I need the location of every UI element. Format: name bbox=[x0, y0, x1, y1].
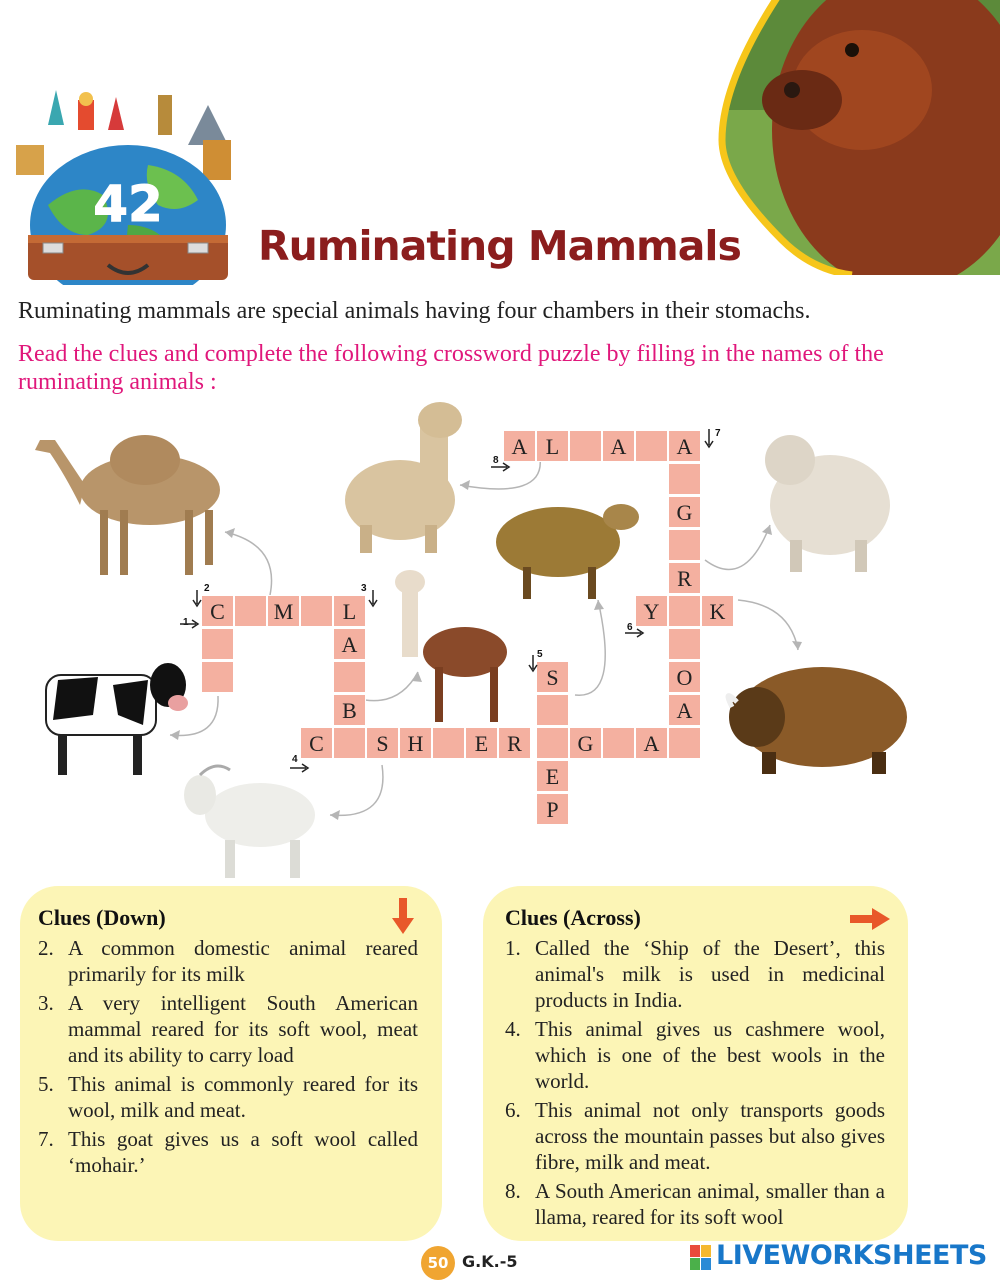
instruction-text: Read the clues and complete the following crossword puzzle by filling in the names of the ruminating animals : bbox=[18, 341, 884, 395]
cell-5-5[interactable]: P bbox=[536, 793, 569, 825]
clue-down-item bbox=[38, 1126, 418, 1178]
cell-4-2[interactable] bbox=[333, 727, 366, 759]
cell-5-2[interactable] bbox=[536, 694, 569, 726]
cell-1-3[interactable]: M bbox=[267, 595, 300, 627]
cell-8-4[interactable]: A bbox=[602, 430, 635, 462]
cell-4-7[interactable]: R bbox=[498, 727, 531, 759]
cell-8-2[interactable]: L bbox=[536, 430, 569, 462]
clue-across-number: 6. bbox=[505, 1098, 521, 1122]
clue-across-text: Called the ‘Ship of the Desert’, this animal's milk is used in medicinal products in India. bbox=[535, 936, 885, 1012]
cell-4-3[interactable]: S bbox=[366, 727, 399, 759]
right-arrow-icon bbox=[850, 908, 890, 930]
cell-7-5[interactable]: R bbox=[668, 562, 701, 594]
clue-down-number: 5. bbox=[38, 1072, 54, 1096]
clue-number-8: 8 bbox=[493, 455, 499, 466]
clue-down-text: This animal is commonly reared for its wool, milk and meat. bbox=[68, 1072, 418, 1122]
clue-down-text: A common domestic animal reared primarily for its milk bbox=[68, 936, 418, 986]
clue-down-number: 7. bbox=[38, 1127, 54, 1151]
chapter-number: 42 bbox=[93, 175, 163, 233]
clue-across-text: This animal not only transports goods across the mountain passes but also gives fibre, milk and meat. bbox=[535, 1098, 885, 1174]
cell-3-3[interactable] bbox=[333, 661, 366, 693]
cell-1-2[interactable] bbox=[234, 595, 267, 627]
clue-number-3: 3 bbox=[361, 583, 367, 594]
cell-4-9[interactable]: G bbox=[569, 727, 602, 759]
down-arrow-icon bbox=[192, 590, 202, 608]
clue-across-number: 1. bbox=[505, 936, 521, 960]
cell-4-10[interactable] bbox=[602, 727, 635, 759]
cell-2-3[interactable] bbox=[201, 661, 234, 693]
clues-across-list bbox=[505, 935, 885, 1233]
right-arrow-icon bbox=[625, 628, 647, 638]
clue-across-number: 4. bbox=[505, 1017, 521, 1041]
cell-7-9[interactable]: A bbox=[668, 694, 701, 726]
cell-3-2[interactable]: A bbox=[333, 628, 366, 660]
clue-down-text: This goat gives us a soft wool called ‘mohair.’ bbox=[68, 1127, 418, 1177]
cell-4-5[interactable] bbox=[432, 727, 465, 759]
cell-3-4[interactable]: B bbox=[333, 694, 366, 726]
liveworksheets-logo-icon bbox=[690, 1245, 712, 1271]
clue-across-item bbox=[505, 1178, 885, 1230]
cell-8-3[interactable] bbox=[569, 430, 602, 462]
down-arrow-icon bbox=[368, 590, 378, 608]
right-arrow-icon bbox=[290, 763, 312, 773]
cell-1-1[interactable]: C bbox=[201, 595, 234, 627]
page-number: 50 bbox=[421, 1246, 455, 1280]
cell-4-8[interactable] bbox=[536, 727, 569, 759]
cell-7-7[interactable] bbox=[668, 628, 701, 660]
cell-7-8[interactable]: O bbox=[668, 661, 701, 693]
clue-down-number: 3. bbox=[38, 991, 54, 1015]
clue-down-text: A very intelligent South American mammal reared for its soft wool, meat and its ability to carry load bbox=[68, 991, 418, 1067]
clue-number-2: 2 bbox=[204, 583, 210, 594]
clue-down-item bbox=[38, 935, 418, 987]
liveworksheets-watermark[interactable]: LIVEWORKSHEETS bbox=[716, 1240, 987, 1271]
down-arrow-icon bbox=[392, 898, 414, 934]
cell-7-4[interactable] bbox=[668, 529, 701, 561]
cell-4-12[interactable] bbox=[668, 727, 701, 759]
cell-8-5[interactable] bbox=[635, 430, 668, 462]
cell-4-4[interactable]: H bbox=[399, 727, 432, 759]
intro-text: Ruminating mammals are special animals having four chambers in their stomachs. bbox=[18, 298, 811, 324]
clue-down-item bbox=[38, 990, 418, 1068]
clue-number-4: 4 bbox=[292, 754, 298, 765]
cell-1-5[interactable]: L bbox=[333, 595, 366, 627]
cell-7-2[interactable] bbox=[668, 463, 701, 495]
down-arrow-icon bbox=[704, 429, 714, 449]
down-arrow-icon bbox=[528, 655, 538, 673]
cell-7-6[interactable] bbox=[668, 595, 701, 627]
cell-6-1[interactable]: Y bbox=[635, 595, 668, 627]
cell-6-3[interactable]: K bbox=[701, 595, 734, 627]
clue-across-text: A South American animal, smaller than a llama, reared for its soft wool bbox=[535, 1179, 885, 1229]
clue-down-number: 2. bbox=[38, 936, 54, 960]
cell-2-2[interactable] bbox=[201, 628, 234, 660]
right-arrow-icon bbox=[491, 462, 513, 472]
clues-down-list bbox=[38, 935, 418, 1181]
clues-down-title: Clues (Down) bbox=[38, 905, 166, 930]
cell-1-4[interactable] bbox=[300, 595, 333, 627]
cell-8-6[interactable]: A bbox=[668, 430, 701, 462]
clues-across-title: Clues (Across) bbox=[505, 905, 641, 930]
cell-4-11[interactable]: A bbox=[635, 727, 668, 759]
cell-4-1[interactable]: C bbox=[300, 727, 333, 759]
clue-across-item bbox=[505, 1016, 885, 1094]
clue-across-item bbox=[505, 935, 885, 1013]
page-title: Ruminating Mammals bbox=[258, 222, 741, 270]
clue-number-7: 7 bbox=[715, 428, 721, 439]
clue-number-5: 5 bbox=[537, 649, 543, 660]
cell-5-4[interactable]: E bbox=[536, 760, 569, 792]
clue-number-1: 1 bbox=[183, 617, 189, 628]
clue-across-text: This animal gives us cashmere wool, which is one of the best wools in the world. bbox=[535, 1017, 885, 1093]
clue-across-item bbox=[505, 1097, 885, 1175]
book-label: G.K.-5 bbox=[462, 1252, 518, 1271]
clue-across-number: 8. bbox=[505, 1179, 521, 1203]
right-arrow-icon bbox=[180, 619, 202, 629]
clue-down-item bbox=[38, 1071, 418, 1123]
cell-5-1[interactable]: S bbox=[536, 661, 569, 693]
clue-number-6: 6 bbox=[627, 622, 633, 633]
cell-8-1[interactable]: A bbox=[503, 430, 536, 462]
cell-7-3[interactable]: G bbox=[668, 496, 701, 528]
cell-4-6[interactable]: E bbox=[465, 727, 498, 759]
